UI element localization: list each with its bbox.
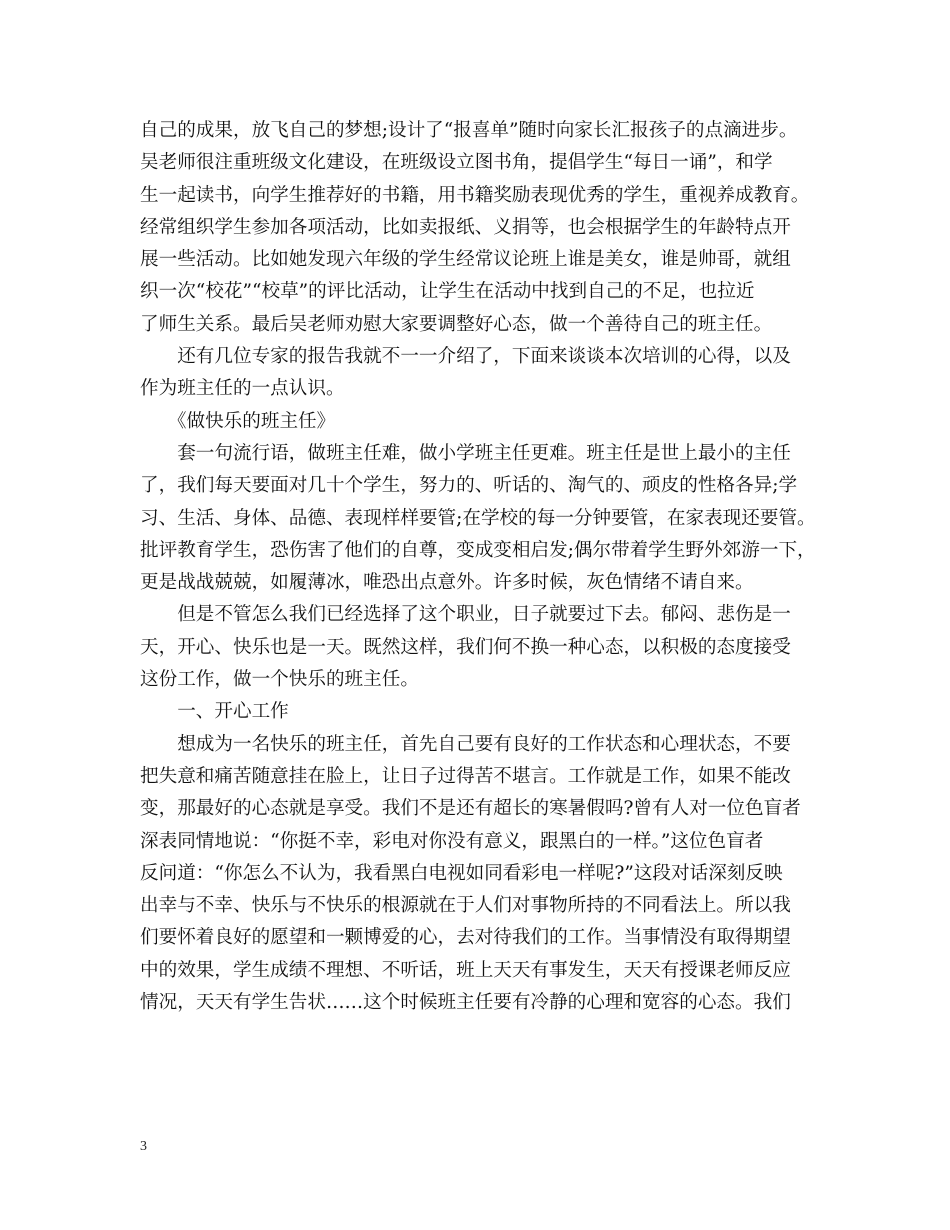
text-line: 了师生关系。最后吴老师劝慰大家要调整好心态，做一个善待自己的班主任。 [140,313,773,335]
text-line: 变，那最好的心态就是享受。我们不是还有超长的寒暑假吗?曾有人对一位色盲者 [140,798,801,820]
text-line: 批评教育学生，恐伤害了他们的自尊，变成变相启发;偶尔带着学生野外郊游一下， [140,539,816,561]
text-line: 情况，天天有学生告状……这个时候班主任要有冷静的心理和宽容的心态。我们 [140,992,791,1014]
text-line: 出幸与不幸、快乐与不快乐的根源就在于人们对事物所持的不同看法上。所以我 [140,895,791,917]
body-text [140,115,830,1019]
page-number: 3 [140,1139,147,1154]
text-line: 把失意和痛苦随意挂在脸上，让日子过得苦不堪言。工作就是工作，如果不能改 [140,765,791,787]
text-line: 作为班主任的一点认识。 [140,378,345,400]
text-line: 生一起读书，向学生推荐好的书籍，用书籍奖励表现优秀的学生，重视养成教育。 [140,184,810,206]
text-line: 反问道：“你怎么不认为，我看黑白电视如同看彩电一样呢?”这段对话深刻反映 [140,862,783,884]
text-line: 天，开心、快乐也是一天。既然这样，我们何不换一种心态，以积极的态度接受 [140,636,791,658]
section-heading: 一、开心工作 [140,701,289,723]
text-line: 这份工作，做一个快乐的班主任。 [140,669,419,691]
text-line: 更是战战兢兢，如履薄冰，唯恐出点意外。许多时候，灰色情绪不请自来。 [140,572,754,594]
text-line: 还有几位专家的报告我就不一一介绍了，下面来谈谈本次培训的心得，以及 [140,346,791,368]
text-line: 但是不管怎么我们已经选择了这个职业，日子就要过下去。郁闷、悲伤是一 [140,604,791,626]
text-line: 套一句流行语，做班主任难，做小学班主任更难。班主任是世上最小的主任 [140,442,791,464]
text-line: 中的效果，学生成绩不理想、不听话，班上天天有事发生，天天有授课老师反应 [140,959,791,981]
text-line: 想成为一名快乐的班主任，首先自己要有良好的工作状态和心理状态，不要 [140,733,791,755]
text-line: 织一次“校花”“校草”的评比活动，让学生在活动中找到自己的不足，也拉近 [140,281,755,303]
text-line: 深表同情地说：“你挺不幸，彩电对你没有意义，跟黑白的一样。”这位色盲者 [140,830,764,852]
text-line: 吴老师很注重班级文化建设，在班级设立图书角，提倡学生“每日一诵”，和学 [140,152,773,174]
text-line: 习、生活、身体、品德、表现样样要管;在学校的每一分钟要管，在家表现还要管。 [140,507,816,529]
text-line: 经常组织学生参加各项活动，比如卖报纸、义捐等，也会根据学生的年龄特点开 [140,216,791,238]
text-line: 们要怀着良好的愿望和一颗博爱的心，去对待我们的工作。当事情没有取得期望 [140,927,791,949]
text-line: 了，我们每天要面对几十个学生，努力的、听话的、淘气的、顽皮的性格各异;学 [140,475,798,497]
text-line: 展一些活动。比如她发现六年级的学生经常议论班上谁是美女，谁是帅哥，就组 [140,249,791,271]
section-title: 《做快乐的班主任》 [140,410,336,432]
text-line: 自己的成果，放飞自己的梦想;设计了“报喜单”随时向家长汇报孩子的点滴进步。 [140,120,798,141]
